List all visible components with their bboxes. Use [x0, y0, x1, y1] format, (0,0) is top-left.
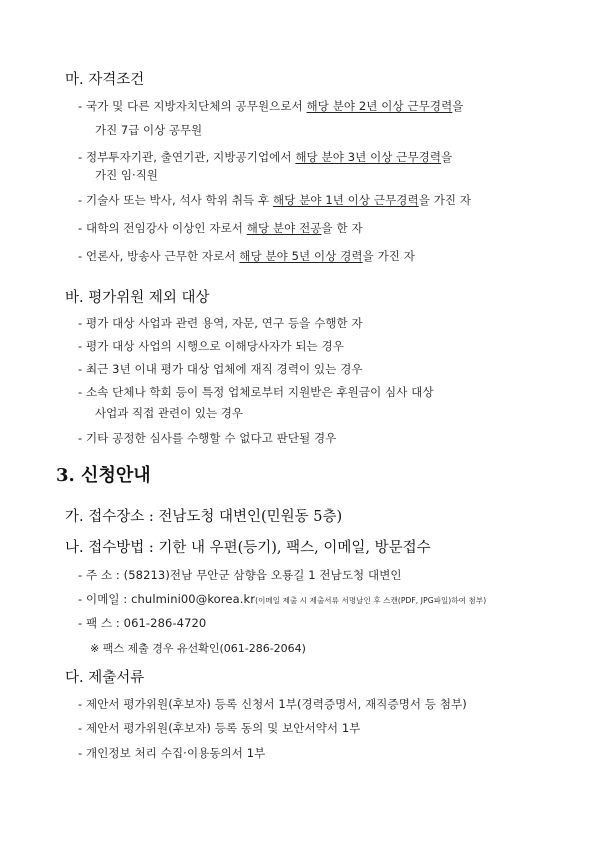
ba-item-2: - 평가 대상 사업의 시행으로 이해당사자가 되는 경우 [78, 339, 344, 353]
section-ba-heading: 바. 평가위원 제외 대상 [65, 290, 210, 306]
ba-item-5: - 기타 공정한 심사를 수행할 수 없다고 판단될 경우 [78, 431, 337, 445]
section-ma-heading: 마. 자격조건 [65, 72, 145, 88]
ba-item-4: - 소속 단체나 학회 등이 특정 업체로부터 지원받은 후원금이 심사 대상 [78, 385, 434, 399]
section-3-title: 3. 신청안내 [56, 465, 151, 486]
ma-item-1-cont: 가진 7급 이상 공무원 [95, 123, 203, 137]
receipt-method: 나. 접수방법 : 기한 내 우편(등기), 팩스, 이메일, 방문접수 [65, 540, 431, 556]
ma-item-4: - 대학의 전임강사 이상인 자로서 해당 분야 전공을 한 자 [78, 221, 363, 235]
ma-item-1: - 국가 및 다른 지방자치단체의 공무원으로서 해당 분야 2년 이상 근무경력을 [78, 99, 464, 113]
ba-item-1: - 평가 대상 사업과 관련 용역, 자문, 연구 등을 수행한 자 [78, 316, 363, 330]
doc-item-3: - 개인정보 처리 수집·이용동의서 1부 [78, 746, 266, 760]
submission-docs-heading: 다. 제출서류 [65, 670, 145, 686]
receipt-location: 가. 접수장소 : 전남도청 대변인(민원동 5층) [65, 509, 343, 525]
email-line: - 이메일 : chulmini00@korea.kr(이메일 제출 시 제출서류 서명날인 후 스캔(PDF, JPG파일)하여 첨부) [78, 592, 487, 606]
ma-item-2-cont: 가진 임·직원 [95, 168, 158, 182]
ma-item-2: - 정부투자기관, 출연기관, 지방공기업에서 해당 분야 3년 이상 근무경력을 [78, 150, 453, 164]
ma-item-5: - 언론사, 방송사 근무한 자로서 해당 분야 5년 이상 경력을 가진 자 [78, 249, 415, 263]
ba-item-3: - 최근 3년 이내 평가 대상 업체에 재직 경력이 있는 경우 [78, 362, 363, 376]
doc-item-2: - 제안서 평가위원(후보자) 등록 동의 및 보안서약서 1부 [78, 721, 361, 735]
doc-item-1: - 제안서 평가위원(후보자) 등록 신청서 1부(경력증명서, 재직증명서 등 첨부) [78, 697, 467, 711]
address-line: - 주 소 : (58213)전남 무안군 삼향읍 오룡길 1 전남도청 대변인 [78, 568, 402, 582]
ma-item-3: - 기술사 또는 박사, 석사 학위 취득 후 해당 분야 1년 이상 근무경력을 가진 자 [78, 193, 472, 207]
fax-note: ※ 팩스 제출 경우 유선확인(061-286-2064) [90, 642, 306, 655]
ba-item-4-cont: 사업과 직접 관련이 있는 경우 [95, 406, 243, 420]
fax-line: - 팩 스 : 061-286-4720 [78, 616, 207, 630]
